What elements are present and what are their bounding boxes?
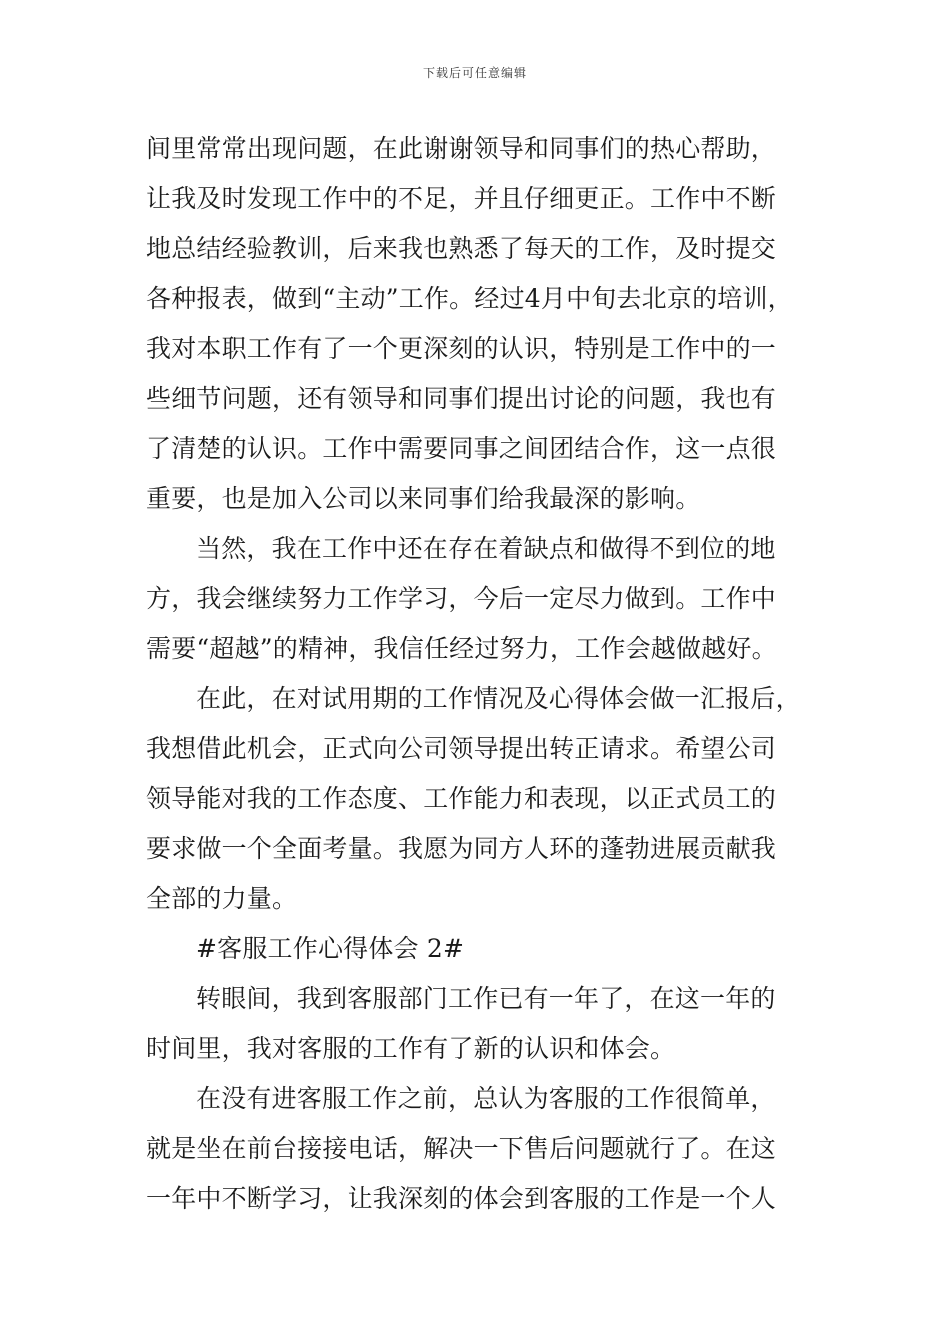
text-line: 在没有进客服工作之前，总认为客服的工作很简单， bbox=[196, 1084, 776, 1113]
text-line: 我想借此机会，正式向公司领导提出转正请求。希望公司 bbox=[146, 734, 777, 763]
text-line: 转眼间，我到客服部门工作已有一年了，在这一年的 bbox=[196, 984, 776, 1013]
text-line: 重要，也是加入公司以来同事们给我最深的影响。 bbox=[146, 484, 701, 513]
text-line: 各种报表，做到“主动”工作。经过4月中旬去北京的培训， bbox=[146, 284, 793, 313]
text-line: 全部的力量。 bbox=[146, 884, 298, 913]
page-header-note: 下载后可任意编辑 bbox=[422, 66, 527, 80]
text-line: 一年中不断学习，让我深刻的体会到客服的工作是一个人 bbox=[146, 1184, 777, 1213]
text-line: 我对本职工作有了一个更深刻的认识，特别是工作中的一 bbox=[146, 334, 777, 363]
text-line: 让我及时发现工作中的不足，并且仔细更正。工作中不断 bbox=[146, 184, 777, 213]
text-line: 间里常常出现问题，在此谢谢领导和同事们的热心帮助， bbox=[146, 134, 777, 163]
text-line: 时间里，我对客服的工作有了新的认识和体会。 bbox=[146, 1034, 676, 1063]
document-body bbox=[146, 124, 836, 1224]
text-line: 领导能对我的工作态度、工作能力和表现，以正式员工的 bbox=[146, 784, 777, 813]
text-line: 在此，在对试用期的工作情况及心得体会做一汇报后， bbox=[196, 684, 801, 713]
text-line: 了清楚的认识。工作中需要同事之间团结合作，这一点很 bbox=[146, 434, 777, 463]
text-line: 要求做一个全面考量。我愿为同方人环的蓬勃进展贡献我 bbox=[146, 834, 777, 863]
text-line: #客服工作心得体会 2# bbox=[196, 934, 465, 963]
text-line: 地总结经验教训，后来我也熟悉了每天的工作，及时提交 bbox=[146, 234, 777, 263]
text-line: 当然，我在工作中还在存在着缺点和做得不到位的地 bbox=[196, 534, 776, 563]
text-line: 些细节问题，还有领导和同事们提出讨论的问题，我也有 bbox=[146, 384, 777, 413]
text-line: 方，我会继续努力工作学习，今后一定尽力做到。工作中 bbox=[146, 584, 777, 613]
text-line: 需要“超越”的精神，我信任经过努力，工作会越做越好。 bbox=[146, 634, 777, 663]
text-line: 就是坐在前台接接电话，解决一下售后问题就行了。在这 bbox=[146, 1134, 777, 1163]
